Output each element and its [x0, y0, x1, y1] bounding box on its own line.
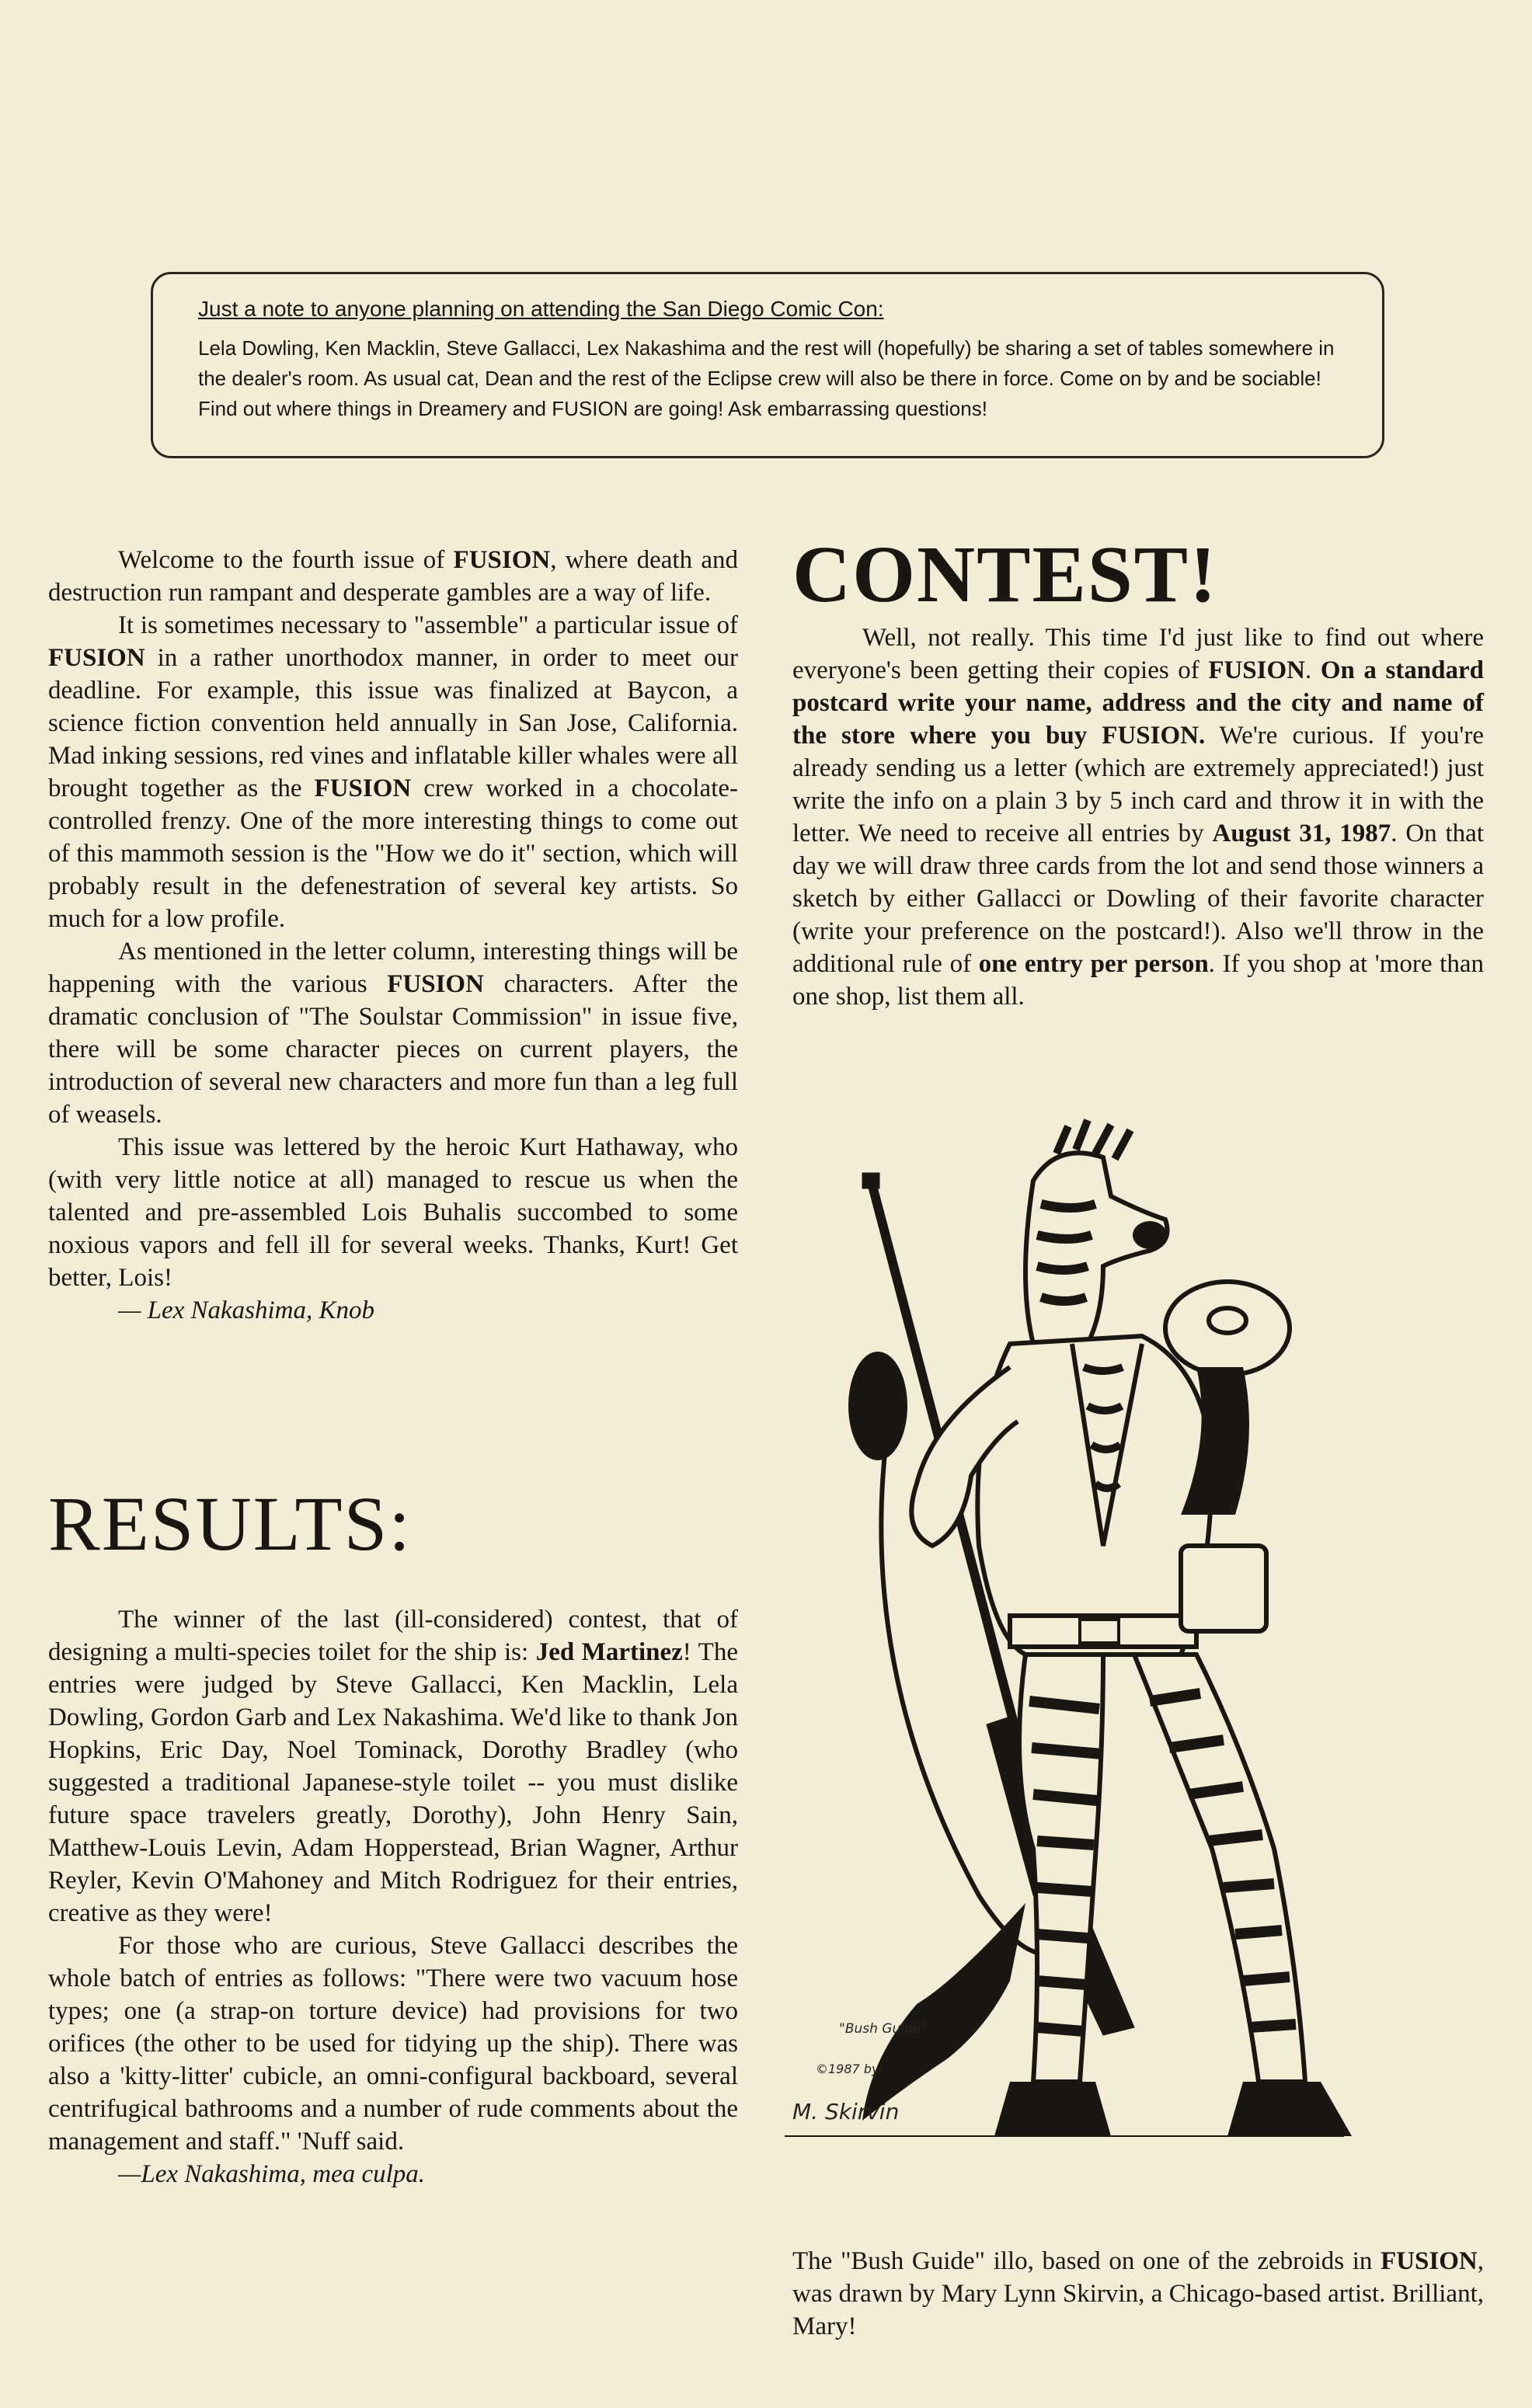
note-heading: Just a note to anyone planning on attending the San Diego Comic Con:	[198, 297, 884, 321]
comic-con-note	[151, 272, 1384, 458]
signature-title: "Bush Guide"	[839, 2021, 928, 2037]
intro-paragraph-4: This issue was lettered by the heroic Kurt Hathaway, who (with very little notice at all) managed to rescue us when the talented and pre-assembled Lois Buhalis succombed to some noxious vapors and fell ill for several weeks. Thanks, Kurt! Get better, Lois!	[48, 1133, 738, 1292]
note-body: Lela Dowling, Ken Macklin, Steve Gallacci, Lex Nakashima and the rest will (hopefully) be sharing a set of tables somewhere in the dealer's room. As usual cat, Dean and the rest of the Eclipse crew will also be there in force. Come on by and be sociable! Find out where things in Dreamery and FUSION are going! Ask embarrassing questions!	[198, 336, 1335, 420]
intro-column	[48, 544, 738, 1327]
artist-signature	[785, 2012, 940, 2144]
results-paragraph-2: For those who are curious, Steve Gallacci describes the whole batch of entries as follows: "There were two vacuum hose types; one (a strap-on torture device) had provisions for two orifices (the other to be used for tidying up the ship). There was also a 'kitty-litter' cubicle, an omni-configural backboard, several centrifugical bathrooms and a number of rude comments about the management and staff." 'Nuff said.	[48, 1932, 738, 2156]
intro-paragraph-3: As mentioned in the letter column, interesting things will be happening with the various FUSION characters. After the dramatic conclusion of "The Soulstar Commission" in issue five, there will be some character pieces on current players, the introduction of several new characters and more fun than a leg full of weasels.	[48, 938, 738, 1129]
intro-paragraph-1: Welcome to the fourth issue of FUSION, where death and destruction run rampant and desperate gambles are a way of life.	[48, 546, 739, 607]
results-paragraph-1: The winner of the last (ill-considered) contest, that of designing a multi-species toilet for the ship is: Jed Martinez! The entries were judged by Steve Gallacci, Ken Macklin, Lela Dowling, Gordon Garb and Lex Nakashima. We'd like to thank Jon Hopkins, Eric Day, Noel Tominack, Dorothy Bradley (who suggested a traditional Japanese-style toilet -- you must dislike future space travelers greatly, Dorothy), John Henry Sain, Matthew-Louis Levin, Adam Hopperstead, Brian Wagner, Arthur Reyler, Kevin O'Mahoney and Mitch Rodriguez for their entries, creative as they were!	[48, 1606, 739, 1927]
contest-paragraph: Well, not really. This time I'd just like to find out where everyone's been getting their copies of FUSION. On a standard postcard write your name, address and the city and name of the store where you buy FUSION. We're curious. If you're already sending us a letter (which are extremely appreciated!) just write the info on a plain 3 by 5 inch card and throw it in with the letter. We need to receive all entries by August 31, 1987. On that day we will draw three cards from the lot and send those winners a sketch by either Gallacci or Dowling of their favorite character (write your preference on the postcard!). Also we'll throw in the additional rule of one entry per person. If you shop at 'more than one shop, list them all.	[792, 624, 1484, 1011]
intro-paragraph-2: It is sometimes necessary to "assemble" a particular issue of FUSION in a rather unorthodox manner, in order to meet our deadline. For example, this issue was finalized at Baycon, a science fiction convention held annually in San Jose, California. Mad inking sessions, red vines and inflatable killer whales were all brought together as the FUSION crew worked in a chocolate-controlled frenzy. One of the more interesting things to come out of this mammoth session is the "How we do it" section, which will probably result in the defenestration of several key artists. So much for a low profile.	[48, 611, 738, 933]
contest-column	[792, 621, 1484, 1013]
results-signature: —Lex Nakashima, mea culpa.	[118, 2160, 426, 2188]
results-heading: RESULTS:	[48, 1481, 413, 1567]
intro-signature: — Lex Nakashima, Knob	[118, 1296, 374, 1324]
illustration-caption: The "Bush Guide" illo, based on one of the zebroids in FUSION, was drawn by Mary Lynn Skirvin, a Chicago-based artist. Brilliant, Mary!	[792, 2247, 1484, 2340]
contest-heading: CONTEST!	[792, 530, 1218, 619]
signature-year: ©1987 by	[816, 2062, 879, 2076]
results-column	[48, 1603, 738, 2191]
signature-name: M. Skirvin	[792, 2099, 900, 2124]
